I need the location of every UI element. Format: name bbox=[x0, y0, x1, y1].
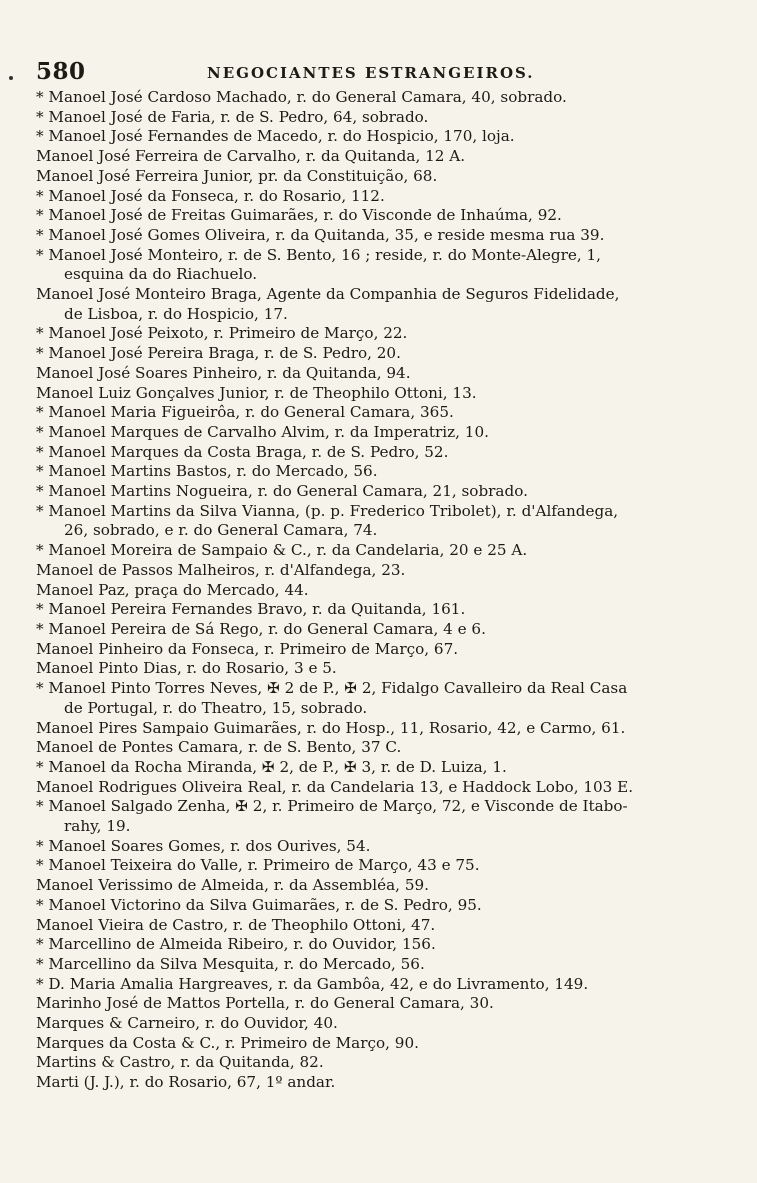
entry-text: Marques & Carneiro, r. do Ouvidor, 40. bbox=[36, 1014, 338, 1033]
directory-entry bbox=[36, 916, 716, 936]
directory-entry bbox=[36, 246, 716, 285]
entry-text: Manoel José Ferreira de Carvalho, r. da Quitanda, 12 A. bbox=[36, 147, 466, 166]
entry-text: * Manoel Marques de Carvalho Alvim, r. da Imperatriz, 10. bbox=[36, 422, 489, 441]
entry-text: * Manoel Marques da Costa Braga, r. de S. Pedro, 52. bbox=[36, 442, 449, 461]
entry-text: * Manoel José Gomes Oliveira, r. da Quitanda, 35, e reside mesma rua 39. bbox=[36, 225, 605, 244]
entry-text: Manoel Vieira de Castro, r. de Theophilo Ottoni, 47. bbox=[36, 915, 436, 934]
directory-entry bbox=[36, 167, 716, 187]
directory-entry bbox=[36, 384, 716, 404]
entry-text: Manoel Luiz Gonçalves Junior, r. de Theophilo Ottoni, 13. bbox=[36, 383, 477, 402]
directory-entry bbox=[36, 403, 716, 423]
entry-text: * Manoel Salgado Zenha, ✠ 2, r. Primeiro de Março, 72, e Visconde de Itabo- bbox=[36, 797, 628, 816]
directory-entry bbox=[36, 955, 716, 975]
directory-entry bbox=[36, 679, 716, 718]
entry-text: * Manoel Teixeira do Valle, r. Primeiro de Março, 43 e 75. bbox=[36, 856, 480, 875]
entry-text: * Manoel José Cardoso Machado, r. do General Camara, 40, sobrado. bbox=[36, 88, 567, 106]
directory-entry bbox=[36, 502, 716, 541]
directory-entry bbox=[36, 206, 716, 226]
entry-text: Manoel José Soares Pinheiro, r. da Quitanda, 94. bbox=[36, 363, 411, 382]
directory-entry bbox=[36, 541, 716, 561]
entry-continuation: de Lisboa, r. do Hospicio, 17. bbox=[64, 304, 288, 323]
page-number: 580 bbox=[36, 58, 86, 85]
entry-text: Manoel Pires Sampaio Guimarães, r. do Hosp., 11, Rosario, 42, e Carmo, 61. bbox=[36, 718, 626, 737]
directory-entry bbox=[36, 1014, 716, 1034]
directory-entry bbox=[36, 482, 716, 502]
directory-entry bbox=[36, 127, 716, 147]
entry-text: * Manoel Pereira de Sá Rego, r. do General Camara, 4 e 6. bbox=[36, 619, 486, 638]
directory-entry bbox=[36, 876, 716, 896]
entry-text: Manoel José Ferreira Junior, pr. da Constituição, 68. bbox=[36, 166, 438, 185]
entry-text: * Manoel Martins Bastos, r. do Mercado, 56. bbox=[36, 462, 378, 481]
entry-text: * Manoel Pinto Torres Neves, ✠ 2 de P., ✠ 2, Fidalgo Cavalleiro da Real Casa bbox=[36, 679, 628, 698]
directory-entry bbox=[36, 285, 716, 324]
directory-entry bbox=[36, 719, 716, 739]
entry-text: * Manoel Maria Figueirôa, r. do General Camara, 365. bbox=[36, 403, 454, 422]
entry-text: Manoel Rodrigues Oliveira Real, r. da Candelaria 13, e Haddock Lobo, 103 E. bbox=[36, 777, 634, 796]
directory-entry bbox=[36, 561, 716, 581]
entry-text: Marti (J. J.), r. do Rosario, 67, 1º andar. bbox=[36, 1073, 336, 1092]
directory-entry bbox=[36, 88, 716, 108]
entry-text: * Manoel Soares Gomes, r. dos Ourives, 54. bbox=[36, 836, 371, 855]
entry-text: * Manoel José da Fonseca, r. do Rosario, 112. bbox=[36, 186, 385, 205]
entry-text: Marques da Costa & C., r. Primeiro de Março, 90. bbox=[36, 1033, 419, 1052]
directory-entry bbox=[36, 935, 716, 955]
page-header bbox=[32, 58, 732, 88]
entry-text: * Marcellino de Almeida Ribeiro, r. do Ouvidor, 156. bbox=[36, 935, 436, 954]
entry-text: Manoel Paz, praça do Mercado, 44. bbox=[36, 580, 309, 599]
directory-entry bbox=[36, 1053, 716, 1073]
directory-entry bbox=[36, 324, 716, 344]
entry-text: * D. Maria Amalia Hargreaves, r. da Gambôa, 42, e do Livramento, 149. bbox=[36, 974, 589, 993]
directory-entry bbox=[36, 147, 716, 167]
directory-entry bbox=[36, 423, 716, 443]
directory-entry bbox=[36, 738, 716, 758]
entry-text: * Manoel Martins da Silva Vianna, (p. p. Frederico Tribolet), r. d'Alfandega, bbox=[36, 501, 619, 520]
directory-entry bbox=[36, 659, 716, 679]
entry-text: Manoel de Passos Malheiros, r. d'Alfandega, 23. bbox=[36, 560, 406, 579]
entry-text: * Manoel José de Faria, r. de S. Pedro, 64, sobrado. bbox=[36, 107, 429, 126]
entry-text: Manoel Pinheiro da Fonseca, r. Primeiro de Março, 67. bbox=[36, 639, 459, 658]
entry-text: * Manoel Victorino da Silva Guimarães, r. de S. Pedro, 95. bbox=[36, 895, 482, 914]
entry-text: * Manoel da Rocha Miranda, ✠ 2, de P., ✠ 3, r. de D. Luiza, 1. bbox=[36, 757, 507, 776]
entry-text: Manoel Verissimo de Almeida, r. da Assembléa, 59. bbox=[36, 876, 429, 895]
entry-text: * Manoel Moreira de Sampaio & C., r. da Candelaria, 20 e 25 A. bbox=[36, 541, 528, 560]
directory-entry bbox=[36, 1073, 716, 1093]
directory-entry bbox=[36, 975, 716, 995]
entry-text: * Manoel José Peixoto, r. Primeiro de Março, 22. bbox=[36, 324, 408, 343]
entry-text: Manoel Pinto Dias, r. do Rosario, 3 e 5. bbox=[36, 659, 337, 678]
directory-entry bbox=[36, 108, 716, 128]
directory-entry bbox=[36, 364, 716, 384]
directory-entry bbox=[36, 758, 716, 778]
directory-entry bbox=[36, 896, 716, 916]
directory-entry bbox=[36, 856, 716, 876]
entry-text: * Manoel Martins Nogueira, r. do General Camara, 21, sobrado. bbox=[36, 482, 528, 501]
entry-text: * Manoel José Fernandes de Macedo, r. do Hospicio, 170, loja. bbox=[36, 127, 515, 146]
running-title: NEGOCIANTES ESTRANGEIROS. bbox=[207, 64, 535, 82]
entry-text: * Manoel José Monteiro, r. de S. Bento, 16 ; reside, r. do Monte-Alegre, 1, bbox=[36, 245, 602, 264]
directory-entry bbox=[36, 994, 716, 1014]
entry-continuation: esquina da do Riachuelo. bbox=[64, 265, 258, 284]
entry-text: Marinho José de Mattos Portella, r. do General Camara, 30. bbox=[36, 994, 494, 1013]
directory-entry bbox=[36, 462, 716, 482]
entry-list bbox=[36, 88, 716, 1093]
margin-mark bbox=[9, 76, 13, 80]
entry-text: Martins & Castro, r. da Quitanda, 82. bbox=[36, 1053, 324, 1072]
directory-entry bbox=[36, 837, 716, 857]
directory-entry bbox=[36, 344, 716, 364]
directory-entry bbox=[36, 620, 716, 640]
entry-text: * Manoel José Pereira Braga, r. de S. Pedro, 20. bbox=[36, 344, 401, 363]
directory-entry bbox=[36, 797, 716, 836]
entry-text: Manoel de Pontes Camara, r. de S. Bento, 37 C. bbox=[36, 738, 402, 757]
directory-entry bbox=[36, 581, 716, 601]
entry-continuation: de Portugal, r. do Theatro, 15, sobrado. bbox=[64, 698, 368, 717]
directory-entry bbox=[36, 640, 716, 660]
entry-text: * Marcellino da Silva Mesquita, r. do Mercado, 56. bbox=[36, 954, 425, 973]
directory-entry bbox=[36, 443, 716, 463]
entry-continuation: rahy, 19. bbox=[64, 817, 131, 836]
entry-text: * Manoel José de Freitas Guimarães, r. do Visconde de Inhaúma, 92. bbox=[36, 206, 562, 225]
directory-entry bbox=[36, 600, 716, 620]
entry-text: Manoel José Monteiro Braga, Agente da Companhia de Seguros Fidelidade, bbox=[36, 285, 620, 304]
directory-entry bbox=[36, 226, 716, 246]
entry-text: * Manoel Pereira Fernandes Bravo, r. da Quitanda, 161. bbox=[36, 600, 466, 619]
directory-entry bbox=[36, 1034, 716, 1054]
directory-entry bbox=[36, 187, 716, 207]
entry-continuation: 26, sobrado, e r. do General Camara, 74. bbox=[64, 521, 378, 540]
directory-entry bbox=[36, 778, 716, 798]
